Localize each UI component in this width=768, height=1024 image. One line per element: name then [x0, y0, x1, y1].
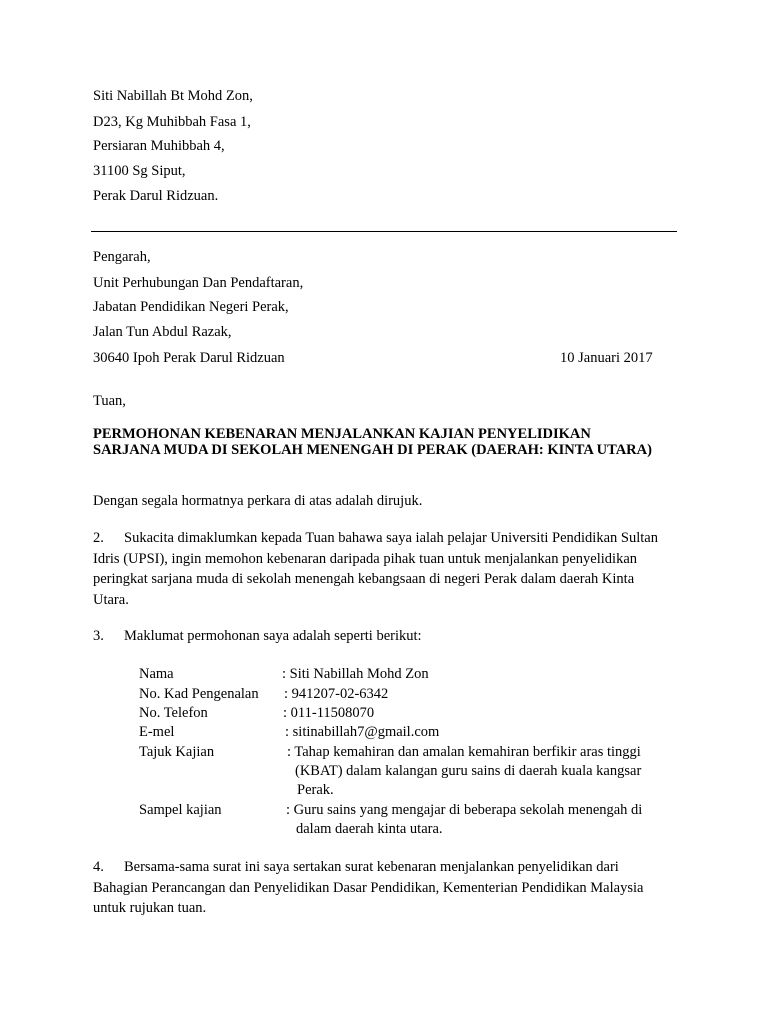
- recipient-unit: Unit Perhubungan Dan Pendaftaran,: [93, 275, 304, 291]
- paragraph-2: [93, 528, 673, 610]
- sender-address-line-4: Perak Darul Ridzuan.: [93, 188, 219, 204]
- sender-address-line-1: D23, Kg Muhibbah Fasa 1,: [93, 114, 251, 130]
- paragraph-3-text: Maklumat permohonan saya adalah seperti berikut:: [124, 628, 422, 644]
- paragraph-4: [93, 857, 673, 919]
- salutation: Tuan,: [93, 393, 126, 409]
- kad-pengenalan-value: : 941207-02-6342: [284, 686, 389, 702]
- paragraph-2-number: 2.: [93, 530, 104, 546]
- kad-pengenalan-label: No. Kad Pengenalan: [139, 686, 259, 702]
- sampel-kajian-value-line-2: dalam daerah kinta utara.: [296, 821, 443, 837]
- subject-heading: PERMOHONAN KEBENARAN MENJALANKAN KAJIAN PENYELIDIKAN SARJANA MUDA DI SEKOLAH MENENGAH DI PERAK (DAERAH: KINTA UTARA): [93, 426, 652, 458]
- telefon-label: No. Telefon: [139, 705, 208, 721]
- nama-value: : Siti Nabillah Mohd Zon: [282, 666, 429, 682]
- paragraph-3: [93, 626, 673, 647]
- email-label: E-mel: [139, 724, 175, 740]
- tajuk-kajian-value-line-3: Perak.: [297, 782, 334, 798]
- tajuk-kajian-value-line-2: (KBAT) dalam kalangan guru sains di daerah kuala kangsar: [295, 763, 642, 779]
- paragraph-4-text: Bersama-sama surat ini saya sertakan surat kebenaran menjalankan penyelidikan dari Bahagian Perancangan dan Penyelidikan Dasar Pendidikan, Kementerian Pendidikan Malaysia untuk rujukan tuan.: [93, 859, 644, 916]
- tajuk-kajian-label: Tajuk Kajian: [139, 744, 215, 760]
- letter-date: 10 Januari 2017: [560, 350, 653, 366]
- email-value: : sitinabillah7@gmail.com: [285, 724, 440, 740]
- sender-address-line-3: 31100 Sg Siput,: [93, 163, 186, 179]
- sender-address-line-2: Persiaran Muhibbah 4,: [93, 138, 225, 154]
- recipient-department: Jabatan Pendidikan Negeri Perak,: [93, 299, 289, 315]
- telefon-value: : 011-11508070: [283, 705, 375, 721]
- divider-line: [91, 231, 677, 232]
- paragraph-2-text: Sukacita dimaklumkan kepada Tuan bahawa saya ialah pelajar Universiti Pendidikan Sultan Idris (UPSI), ingin memohon kebenaran daripada pihak tuan untuk menjalankan penyelidikan peringkat sarjana muda di sekolah menengah kebangsaan di negeri Perak dalam daerah Kinta Utara.: [93, 530, 658, 608]
- paragraph-4-number: 4.: [93, 859, 104, 875]
- sampel-kajian-value-line-1: : Guru sains yang mengajar di beberapa sekolah menengah di: [286, 802, 643, 818]
- sender-name: Siti Nabillah Bt Mohd Zon,: [93, 88, 253, 104]
- recipient-city: 30640 Ipoh Perak Darul Ridzuan: [93, 350, 285, 366]
- paragraph-3-number: 3.: [93, 628, 104, 644]
- intro-paragraph: Dengan segala hormatnya perkara di atas adalah dirujuk.: [93, 493, 423, 509]
- sampel-kajian-label: Sampel kajian: [139, 802, 222, 818]
- recipient-title: Pengarah,: [93, 249, 151, 265]
- tajuk-kajian-value-line-1: : Tahap kemahiran dan amalan kemahiran berfikir aras tinggi: [287, 744, 641, 760]
- nama-label: Nama: [139, 666, 174, 682]
- recipient-street: Jalan Tun Abdul Razak,: [93, 324, 232, 340]
